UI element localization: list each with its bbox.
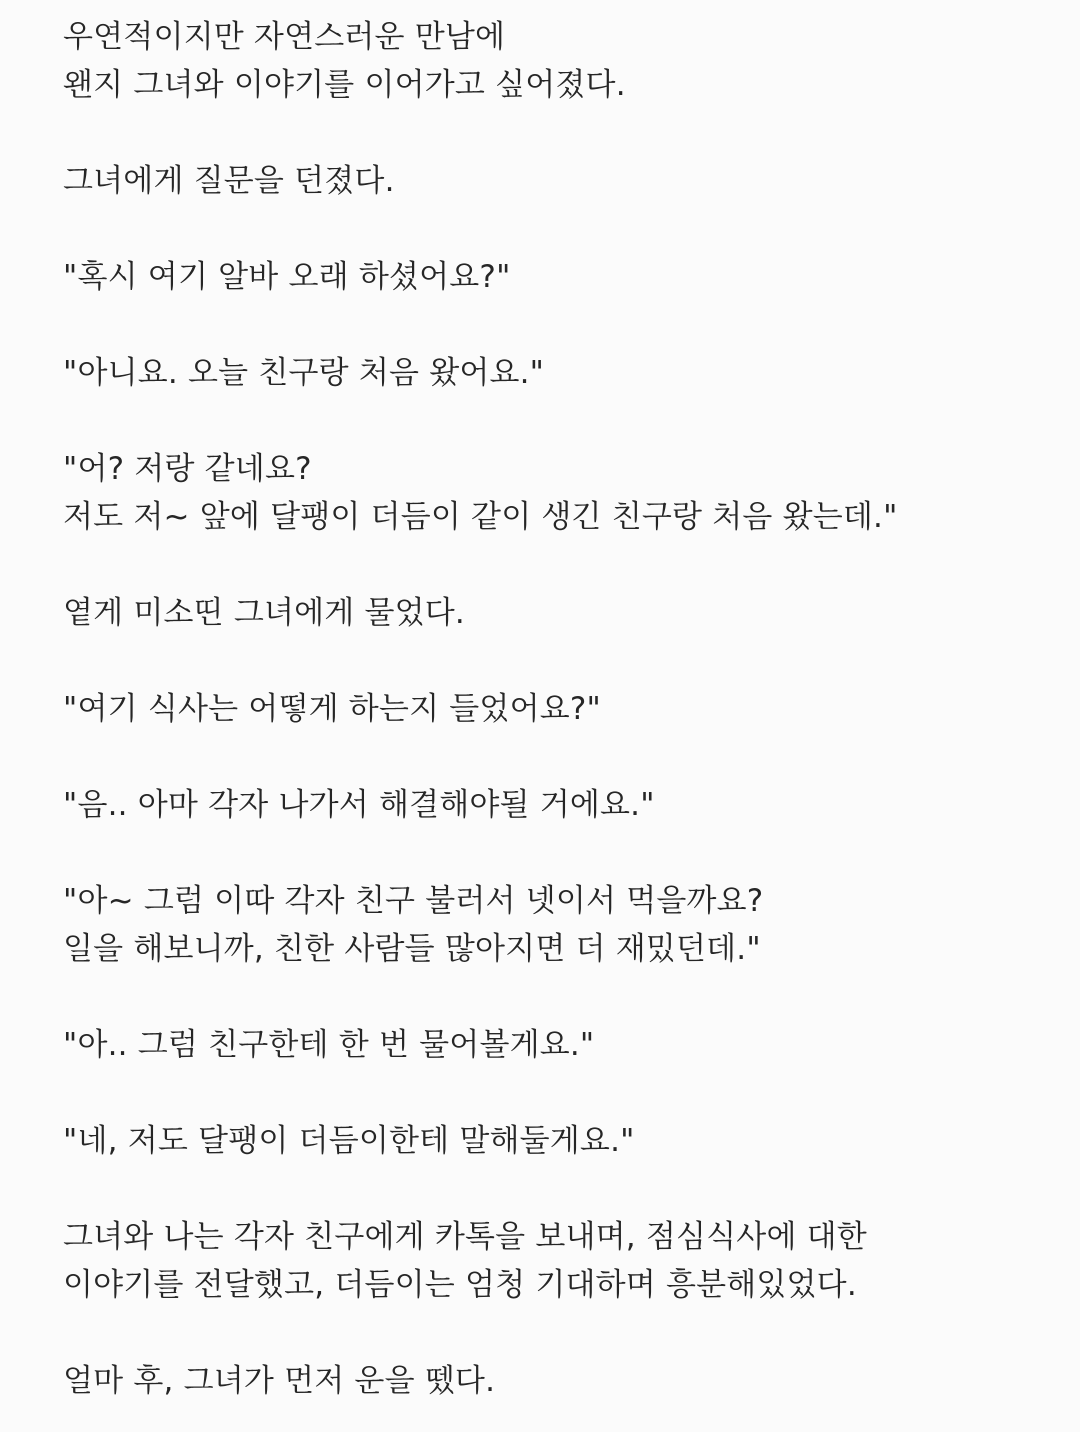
text-line: 이야기를 전달했고, 더듬이는 엄청 기대하며 흥분해있었다. (63, 1267, 857, 1303)
dialogue-paragraph (63, 685, 1080, 733)
text-line: "여기 식사는 어떻게 하는지 들었어요?" (63, 691, 601, 727)
text-line: 왠지 그녀와 이야기를 이어가고 싶어졌다. (63, 67, 626, 103)
dialogue-paragraph (63, 1021, 1080, 1069)
text-line: 저도 저~ 앞에 달팽이 더듬이 같이 생긴 친구랑 처음 왔는데." (63, 499, 898, 535)
text-line: "아니요. 오늘 친구랑 처음 왔어요." (63, 355, 545, 391)
text-line: "혹시 여기 알바 오래 하셨어요?" (63, 259, 511, 295)
text-line: "네, 저도 달팽이 더듬이한테 말해둘게요." (63, 1123, 635, 1159)
paragraph (63, 157, 1080, 205)
text-line: 그녀와 나는 각자 친구에게 카톡을 보내며, 점심식사에 대한 (63, 1219, 867, 1255)
dialogue-paragraph (63, 781, 1080, 829)
paragraph (63, 589, 1080, 637)
dialogue-paragraph (63, 349, 1080, 397)
dialogue-paragraph (63, 253, 1080, 301)
dialogue-paragraph (63, 877, 1080, 973)
dialogue-paragraph (63, 1117, 1080, 1165)
paragraph (63, 1213, 1080, 1309)
text-line: "어? 저랑 같네요? (63, 451, 312, 487)
text-line: 그녀에게 질문을 던졌다. (63, 163, 395, 199)
text-line: "음.. 아마 각자 나가서 해결해야될 거에요." (63, 787, 655, 823)
text-line: "아~ 그럼 이따 각자 친구 불러서 넷이서 먹을까요? (63, 883, 764, 919)
paragraph (63, 13, 1080, 109)
text-line: 우연적이지만 자연스러운 만남에 (63, 19, 506, 55)
paragraph (63, 1357, 1080, 1405)
text-line: "아.. 그럼 친구한테 한 번 물어볼게요." (63, 1027, 595, 1063)
text-line: 옅게 미소띤 그녀에게 물었다. (63, 595, 465, 631)
text-line: 얼마 후, 그녀가 먼저 운을 뗐다. (63, 1363, 496, 1399)
text-line: 일을 해보니까, 친한 사람들 많아지면 더 재밌던데." (63, 931, 761, 967)
dialogue-paragraph (63, 445, 1080, 541)
